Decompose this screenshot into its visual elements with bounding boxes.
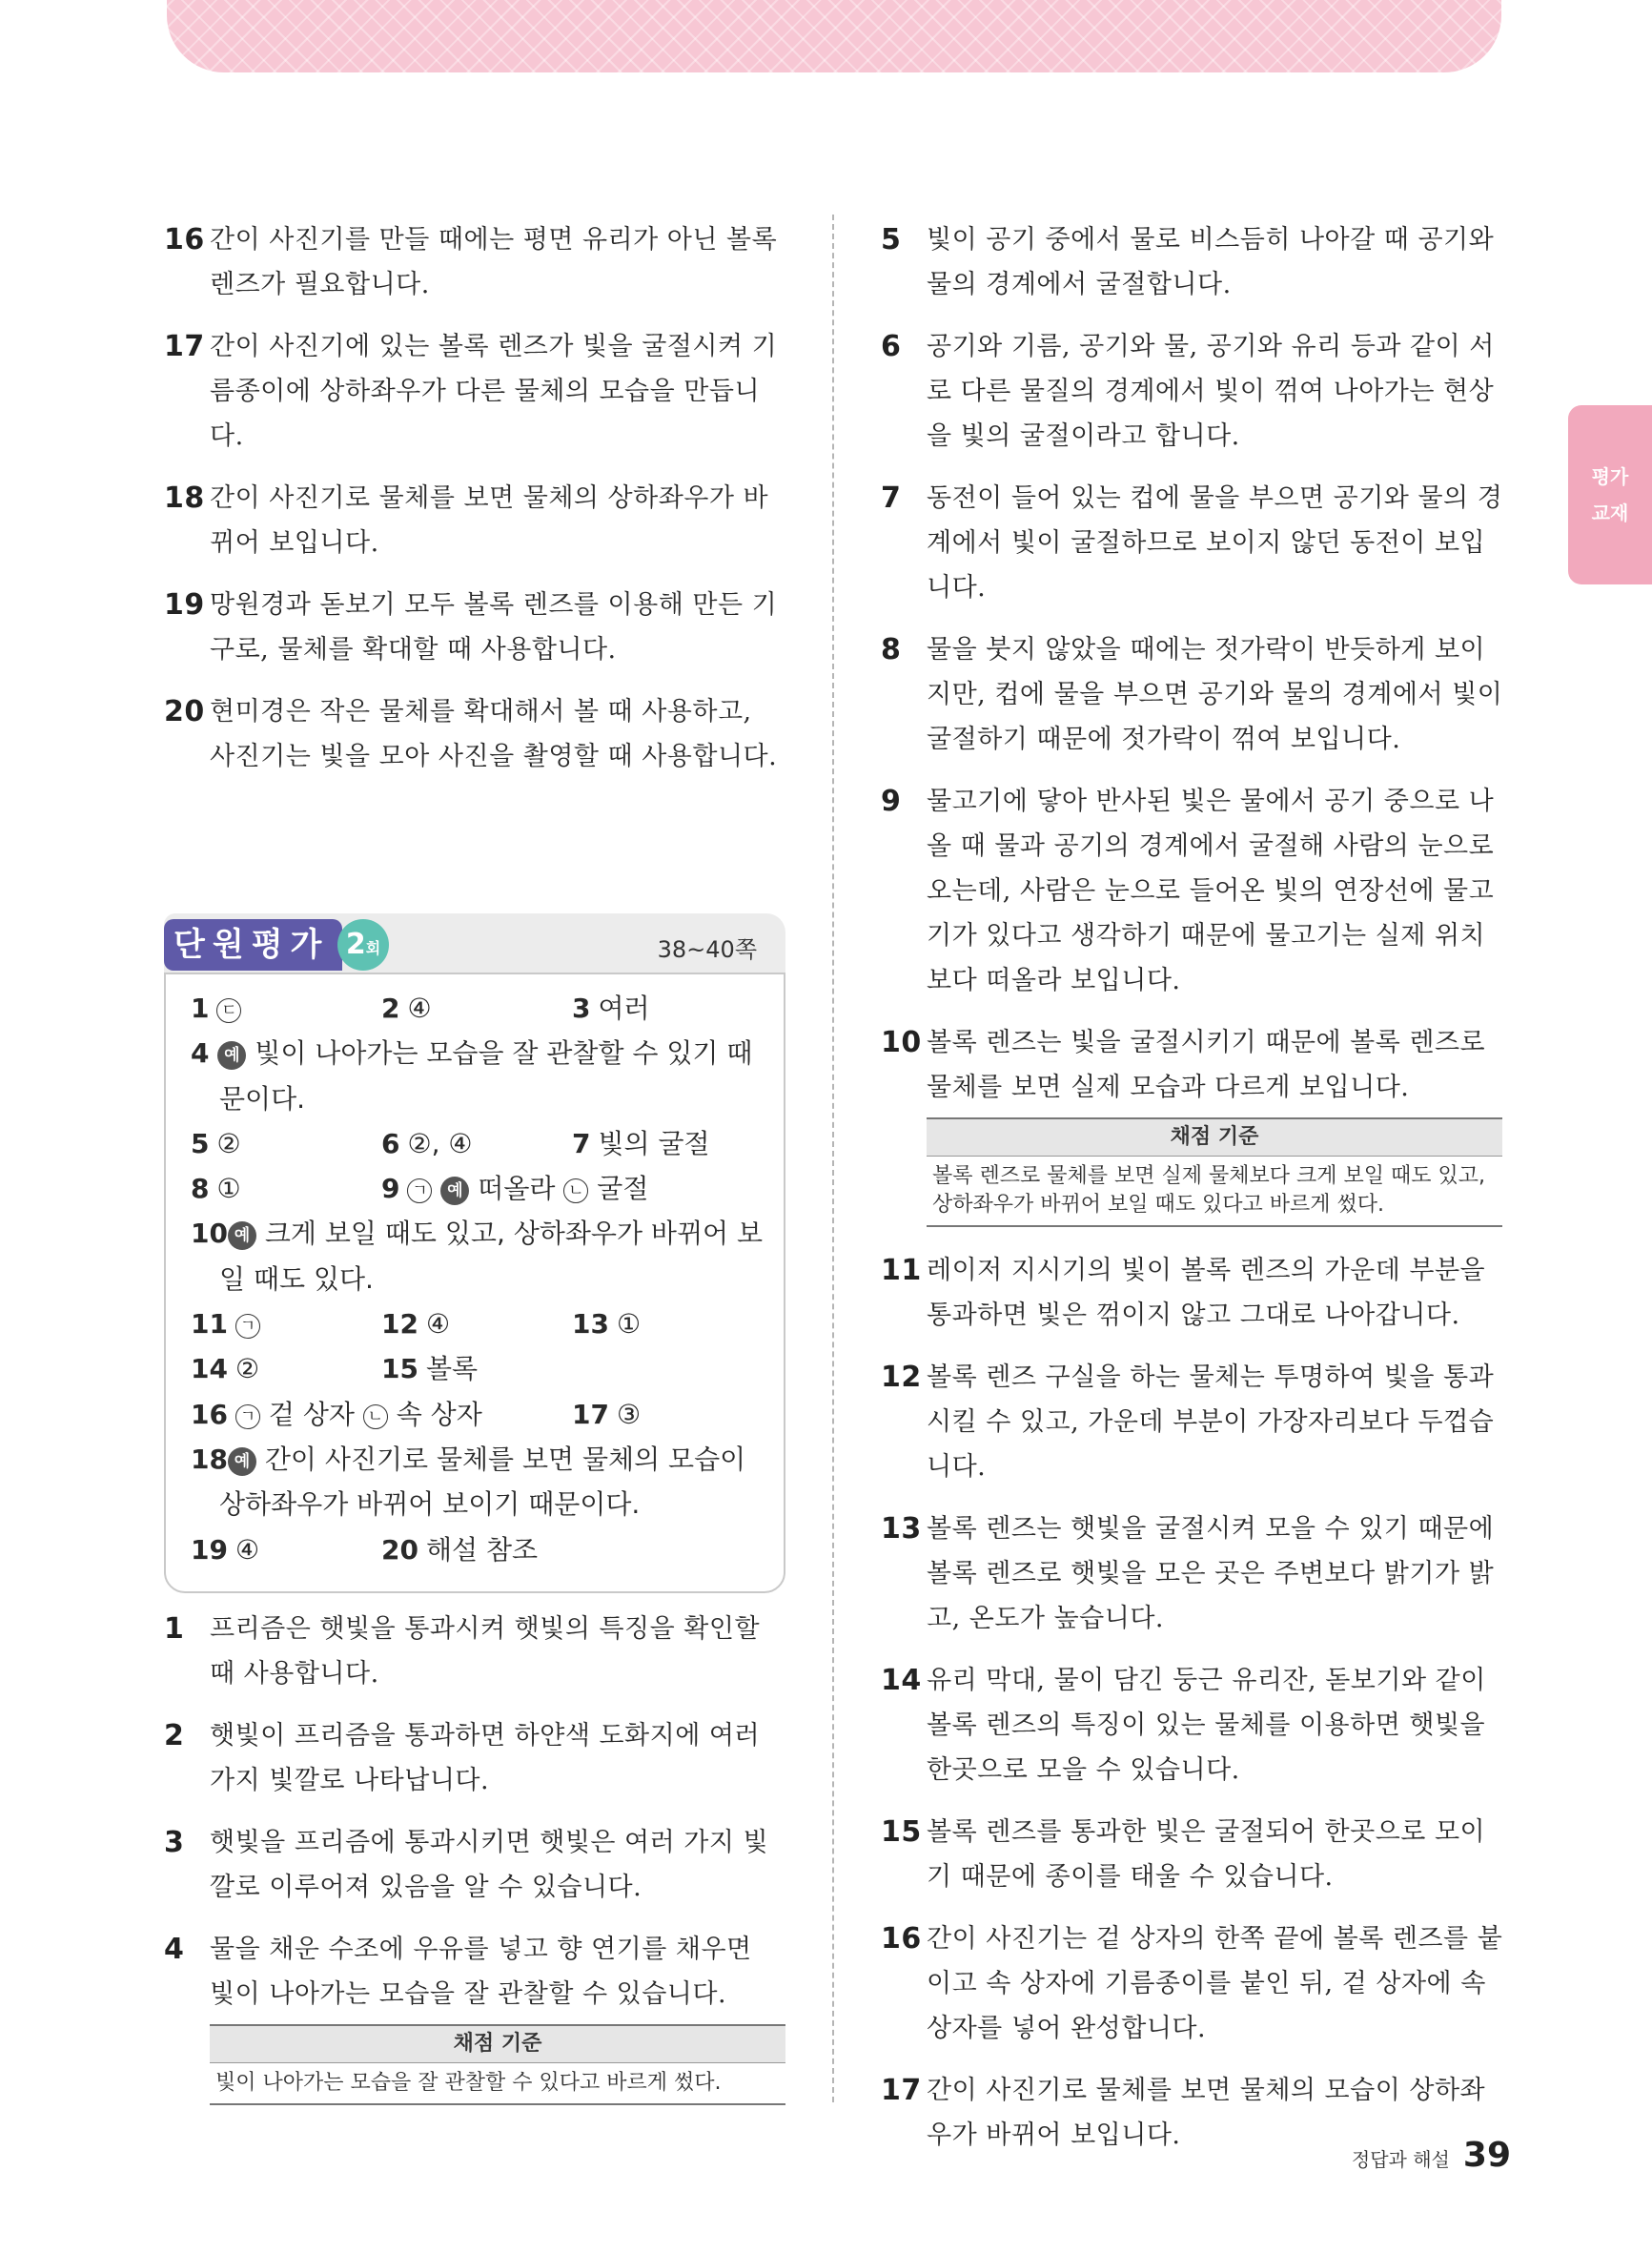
item-number: 6 (881, 330, 902, 363)
answer-num: 7 (572, 1127, 591, 1159)
eval-pages: 38~40쪽 (657, 936, 757, 963)
item-number: 14 (881, 1664, 922, 1697)
item-number: 15 (881, 1815, 922, 1849)
explanation-item (164, 324, 784, 459)
explanation-item (164, 217, 784, 307)
item-number: 13 (881, 1512, 922, 1546)
item-text: 햇빛을 프리즘에 통과시키면 햇빛은 여러 가지 빛깔로 이루어져 있음을 알 수 있습니다. (210, 1828, 769, 1902)
item-text: 물고기에 닿아 반사된 빛은 물에서 공기 중으로 나올 때 물과 공기의 경계에서 굴절해 사람의 눈으로 오는데, 사람은 눈으로 들어온 빛의 연장선에 물고기가 있다고 생각하기 때문에 물고기는 실제 위치보다 떠올라 보입니다. (927, 787, 1495, 995)
item-text: 간이 사진기를 만들 때에는 평면 유리가 아닌 볼록 렌즈가 필요합니다. (210, 225, 778, 299)
item-text: 햇빛이 프리즘을 통과하면 하얀색 도화지에 여러 가지 빛깔로 나타납니다. (210, 1721, 761, 1795)
answer-num: 4 (191, 1037, 210, 1070)
answer-num: 11 (191, 1308, 228, 1341)
answer-row (191, 1346, 765, 1391)
item-number: 1 (164, 1612, 185, 1646)
item-text: 간이 사진기로 물체를 보면 물체의 모습이 상하좌우가 바뀌어 보입니다. (927, 2076, 1486, 2150)
answer-row (191, 986, 765, 1031)
item-text: 볼록 렌즈를 통과한 빛은 굴절되어 한곳으로 모이기 때문에 종이를 태울 수 있습니다. (927, 1817, 1486, 1892)
side-tab (1568, 405, 1652, 584)
badge-number: 2 (345, 928, 366, 961)
item-number: 19 (164, 588, 205, 622)
item-text: 간이 사진기는 겉 상자의 한쪽 끝에 볼록 렌즈를 붙이고 속 상자에 기름종이를 붙인 뒤, 겉 상자에 속 상자를 넣어 완성합니다. (927, 1924, 1503, 2043)
scoring-body: 볼록 렌즈로 물체를 보면 실제 물체보다 크게 보일 때도 있고, 상하좌우가 바뀌어 보일 때도 있다고 바르게 썼다. (927, 1157, 1502, 1227)
item-number: 7 (881, 481, 902, 515)
answer-num: 19 (191, 1533, 228, 1566)
circled-answer: ㄴ (363, 1404, 388, 1429)
circled-answer: ㄱ (235, 1314, 260, 1339)
explanation-item (164, 1820, 784, 1910)
item-text: 유리 막대, 물이 담긴 둥근 유리잔, 돋보기와 같이 볼록 렌즈의 특징이 있는 물체를 이용하면 햇빛을 한곳으로 모을 수 있습니다. (927, 1666, 1486, 1785)
scoring-header: 채점 기준 (210, 2024, 785, 2063)
item-text: 빛이 공기 중에서 물로 비스듬히 나아갈 때 공기와 물의 경계에서 굴절합니다. (927, 225, 1495, 299)
answer-line: 크게 보일 때도 있고, 상하좌우가 바뀌어 보 (264, 1218, 763, 1250)
answer-num: 10 (191, 1218, 228, 1250)
item-text: 망원경과 돋보기 모두 볼록 렌즈를 이용해 만든 기구로, 물체를 확대할 때 사용합니다. (210, 590, 778, 665)
right-explanations (881, 217, 1505, 2175)
circled-answer: ㄷ (216, 998, 241, 1023)
answer-row (191, 1301, 765, 1346)
example-mark: 예 (440, 1177, 469, 1205)
scoring-header: 채점 기준 (927, 1117, 1502, 1157)
answer-value: ④ (407, 993, 432, 1024)
scoring-criteria-table (210, 2024, 785, 2105)
example-mark: 예 (217, 1041, 246, 1070)
explanation-item (881, 1658, 1505, 1792)
item-text: 볼록 렌즈는 빛을 굴절시키기 때문에 볼록 렌즈로 물체를 보면 실제 모습과 다르게 보입니다. (927, 1028, 1486, 1102)
answer-value: 속 상자 (396, 1398, 482, 1430)
item-number: 11 (881, 1254, 922, 1287)
item-text: 현미경은 작은 물체를 확대해서 볼 때 사용하고, 사진기는 빛을 모아 사진을 촬영할 때 사용합니다. (210, 697, 778, 771)
explanation-item (881, 1506, 1505, 1641)
eval-header (164, 913, 785, 973)
item-number: 18 (164, 481, 205, 515)
answer-value: ② (216, 1127, 241, 1159)
explanation-item (881, 1810, 1505, 1899)
answer-num: 17 (572, 1398, 609, 1430)
answer-num: 3 (572, 993, 591, 1024)
top-banner (167, 0, 1501, 72)
answer-value: ① (216, 1173, 241, 1205)
answer-row-cont: 일 때도 있다. (219, 1262, 374, 1295)
explanation-item (881, 627, 1505, 762)
item-number: 12 (881, 1361, 922, 1394)
item-text: 간이 사진기에 있는 볼록 렌즈가 빛을 굴절시켜 기름종이에 상하좌우가 다른 물체의 모습을 만듭니다. (210, 332, 778, 451)
answer-num: 16 (191, 1398, 228, 1430)
answer-value: 해설 참조 (425, 1533, 539, 1566)
badge-suffix: 회 (365, 939, 381, 957)
answer-num: 8 (191, 1173, 210, 1205)
answer-row (191, 1031, 765, 1075)
example-mark: 예 (228, 1447, 256, 1476)
answer-value: ① (616, 1308, 642, 1341)
answer-row (191, 1527, 765, 1572)
eval-round-badge (337, 919, 389, 971)
left-top-explanations (164, 217, 784, 796)
item-text: 볼록 렌즈는 햇빛을 굴절시켜 모을 수 있기 때문에 볼록 렌즈로 햇빛을 모은 곳은 주변보다 밝기가 밝고, 온도가 높습니다. (927, 1514, 1495, 1633)
answer-row (191, 1121, 765, 1166)
left-bottom-explanations (164, 1607, 784, 2105)
example-mark: 예 (228, 1221, 256, 1250)
answer-num: 14 (191, 1353, 228, 1385)
page-number: 39 (1462, 2136, 1511, 2175)
answer-num: 1 (191, 993, 210, 1024)
answer-value: 떠올라 (478, 1173, 556, 1205)
answer-value: 빛의 굴절 (598, 1127, 710, 1159)
item-number: 2 (164, 1719, 185, 1752)
answer-num: 9 (381, 1173, 400, 1205)
answer-line: 간이 사진기로 물체를 보면 물체의 모습이 (264, 1443, 746, 1475)
page-footer (1352, 2136, 1511, 2175)
item-text: 레이저 지시기의 빛이 볼록 렌즈의 가운데 부분을 통과하면 빛은 꺾이지 않고 그대로 나아갑니다. (927, 1256, 1486, 1330)
answer-value: 여러 (598, 993, 650, 1024)
item-number: 10 (881, 1026, 922, 1059)
explanation-item (881, 476, 1505, 610)
answer-value: ② (235, 1353, 260, 1385)
answer-value: 겉 상자 (268, 1398, 355, 1430)
item-text: 공기와 기름, 공기와 물, 공기와 유리 등과 같이 서로 다른 물질의 경계에서 빛이 꺾여 나아가는 현상을 빛의 굴절이라고 합니다. (927, 332, 1495, 451)
eval-title: 단원평가 (164, 919, 342, 971)
answer-num: 15 (381, 1353, 418, 1385)
explanation-item (881, 779, 1505, 1003)
item-number: 3 (164, 1826, 185, 1859)
explanation-item (881, 1248, 1505, 1338)
answer-num: 6 (381, 1127, 400, 1159)
item-number: 17 (881, 2074, 922, 2107)
side-tab-line2: 교재 (1591, 502, 1629, 524)
explanation-item (881, 217, 1505, 307)
answer-value: 볼록 (425, 1353, 479, 1385)
item-number: 8 (881, 633, 902, 666)
answer-value: 굴절 (597, 1173, 649, 1205)
item-text: 물을 채운 수조에 우유를 넣고 향 연기를 채우면 빛이 나아가는 모습을 잘 관찰할 수 있습니다. (210, 1935, 752, 2009)
explanation-item (164, 583, 784, 672)
explanation-item (881, 1916, 1505, 2051)
explanation-item (164, 689, 784, 779)
explanation-item (881, 1020, 1505, 1110)
explanation-item (881, 324, 1505, 459)
item-text: 동전이 들어 있는 컵에 물을 부으면 공기와 물의 경계에서 빛이 굴절하므로 보이지 않던 동전이 보입니다. (927, 483, 1503, 603)
item-text: 볼록 렌즈 구실을 하는 물체는 투명하여 빛을 통과시킬 수 있고, 가운데 부분이 가장자리보다 두껍습니다. (927, 1362, 1495, 1482)
answer-value: ④ (425, 1308, 451, 1341)
eval-answers (164, 973, 785, 1593)
explanation-item (164, 1927, 784, 2017)
answer-num: 18 (191, 1443, 228, 1475)
answer-row-cont: 문이다. (219, 1082, 306, 1115)
item-text: 간이 사진기로 물체를 보면 물체의 상하좌우가 바뀌어 보입니다. (210, 483, 769, 558)
answer-value: ④ (235, 1533, 260, 1566)
answer-row (191, 1166, 765, 1211)
answer-row (191, 1437, 765, 1482)
answer-value: ②, ④ (407, 1127, 473, 1159)
answer-row (191, 1211, 765, 1256)
explanation-item (881, 1355, 1505, 1489)
answer-value: ③ (616, 1398, 642, 1430)
explanation-item (164, 476, 784, 565)
circled-answer: ㄱ (407, 1178, 432, 1203)
item-text: 물을 붓지 않았을 때에는 젓가락이 반듯하게 보이지만, 컵에 물을 부으면 공기와 물의 경계에서 빛이 굴절하기 때문에 젓가락이 꺾여 보입니다. (927, 635, 1503, 754)
scoring-body: 빛이 나아가는 모습을 잘 관찰할 수 있다고 바르게 썼다. (210, 2063, 785, 2105)
item-number: 16 (164, 223, 205, 256)
answer-num: 12 (381, 1308, 418, 1341)
unit-evaluation-box (164, 913, 785, 1593)
answer-row-cont: 상하좌우가 바뀌어 보이기 때문이다. (219, 1488, 641, 1521)
column-divider (832, 215, 834, 2102)
item-number: 17 (164, 330, 205, 363)
item-number: 5 (881, 223, 902, 256)
answer-num: 13 (572, 1308, 609, 1341)
item-number: 9 (881, 785, 902, 818)
answer-num: 20 (381, 1533, 418, 1566)
answer-line: 빛이 나아가는 모습을 잘 관찰할 수 있기 때 (255, 1037, 753, 1070)
explanation-item (164, 1713, 784, 1803)
item-number: 20 (164, 695, 205, 728)
item-text: 프리즘은 햇빛을 통과시켜 햇빛의 특징을 확인할 때 사용합니다. (210, 1614, 761, 1689)
footer-label: 정답과 해설 (1351, 2148, 1450, 2171)
side-tab-line1: 평가 (1591, 465, 1629, 488)
answer-num: 5 (191, 1127, 210, 1159)
circled-answer: ㄴ (563, 1178, 588, 1203)
answer-row (191, 1392, 765, 1437)
circled-answer: ㄱ (235, 1404, 260, 1429)
item-number: 16 (881, 1922, 922, 1956)
scoring-criteria-table (927, 1117, 1502, 1227)
answer-num: 2 (381, 993, 400, 1024)
item-number: 4 (164, 1933, 185, 1966)
explanation-item (164, 1607, 784, 1696)
